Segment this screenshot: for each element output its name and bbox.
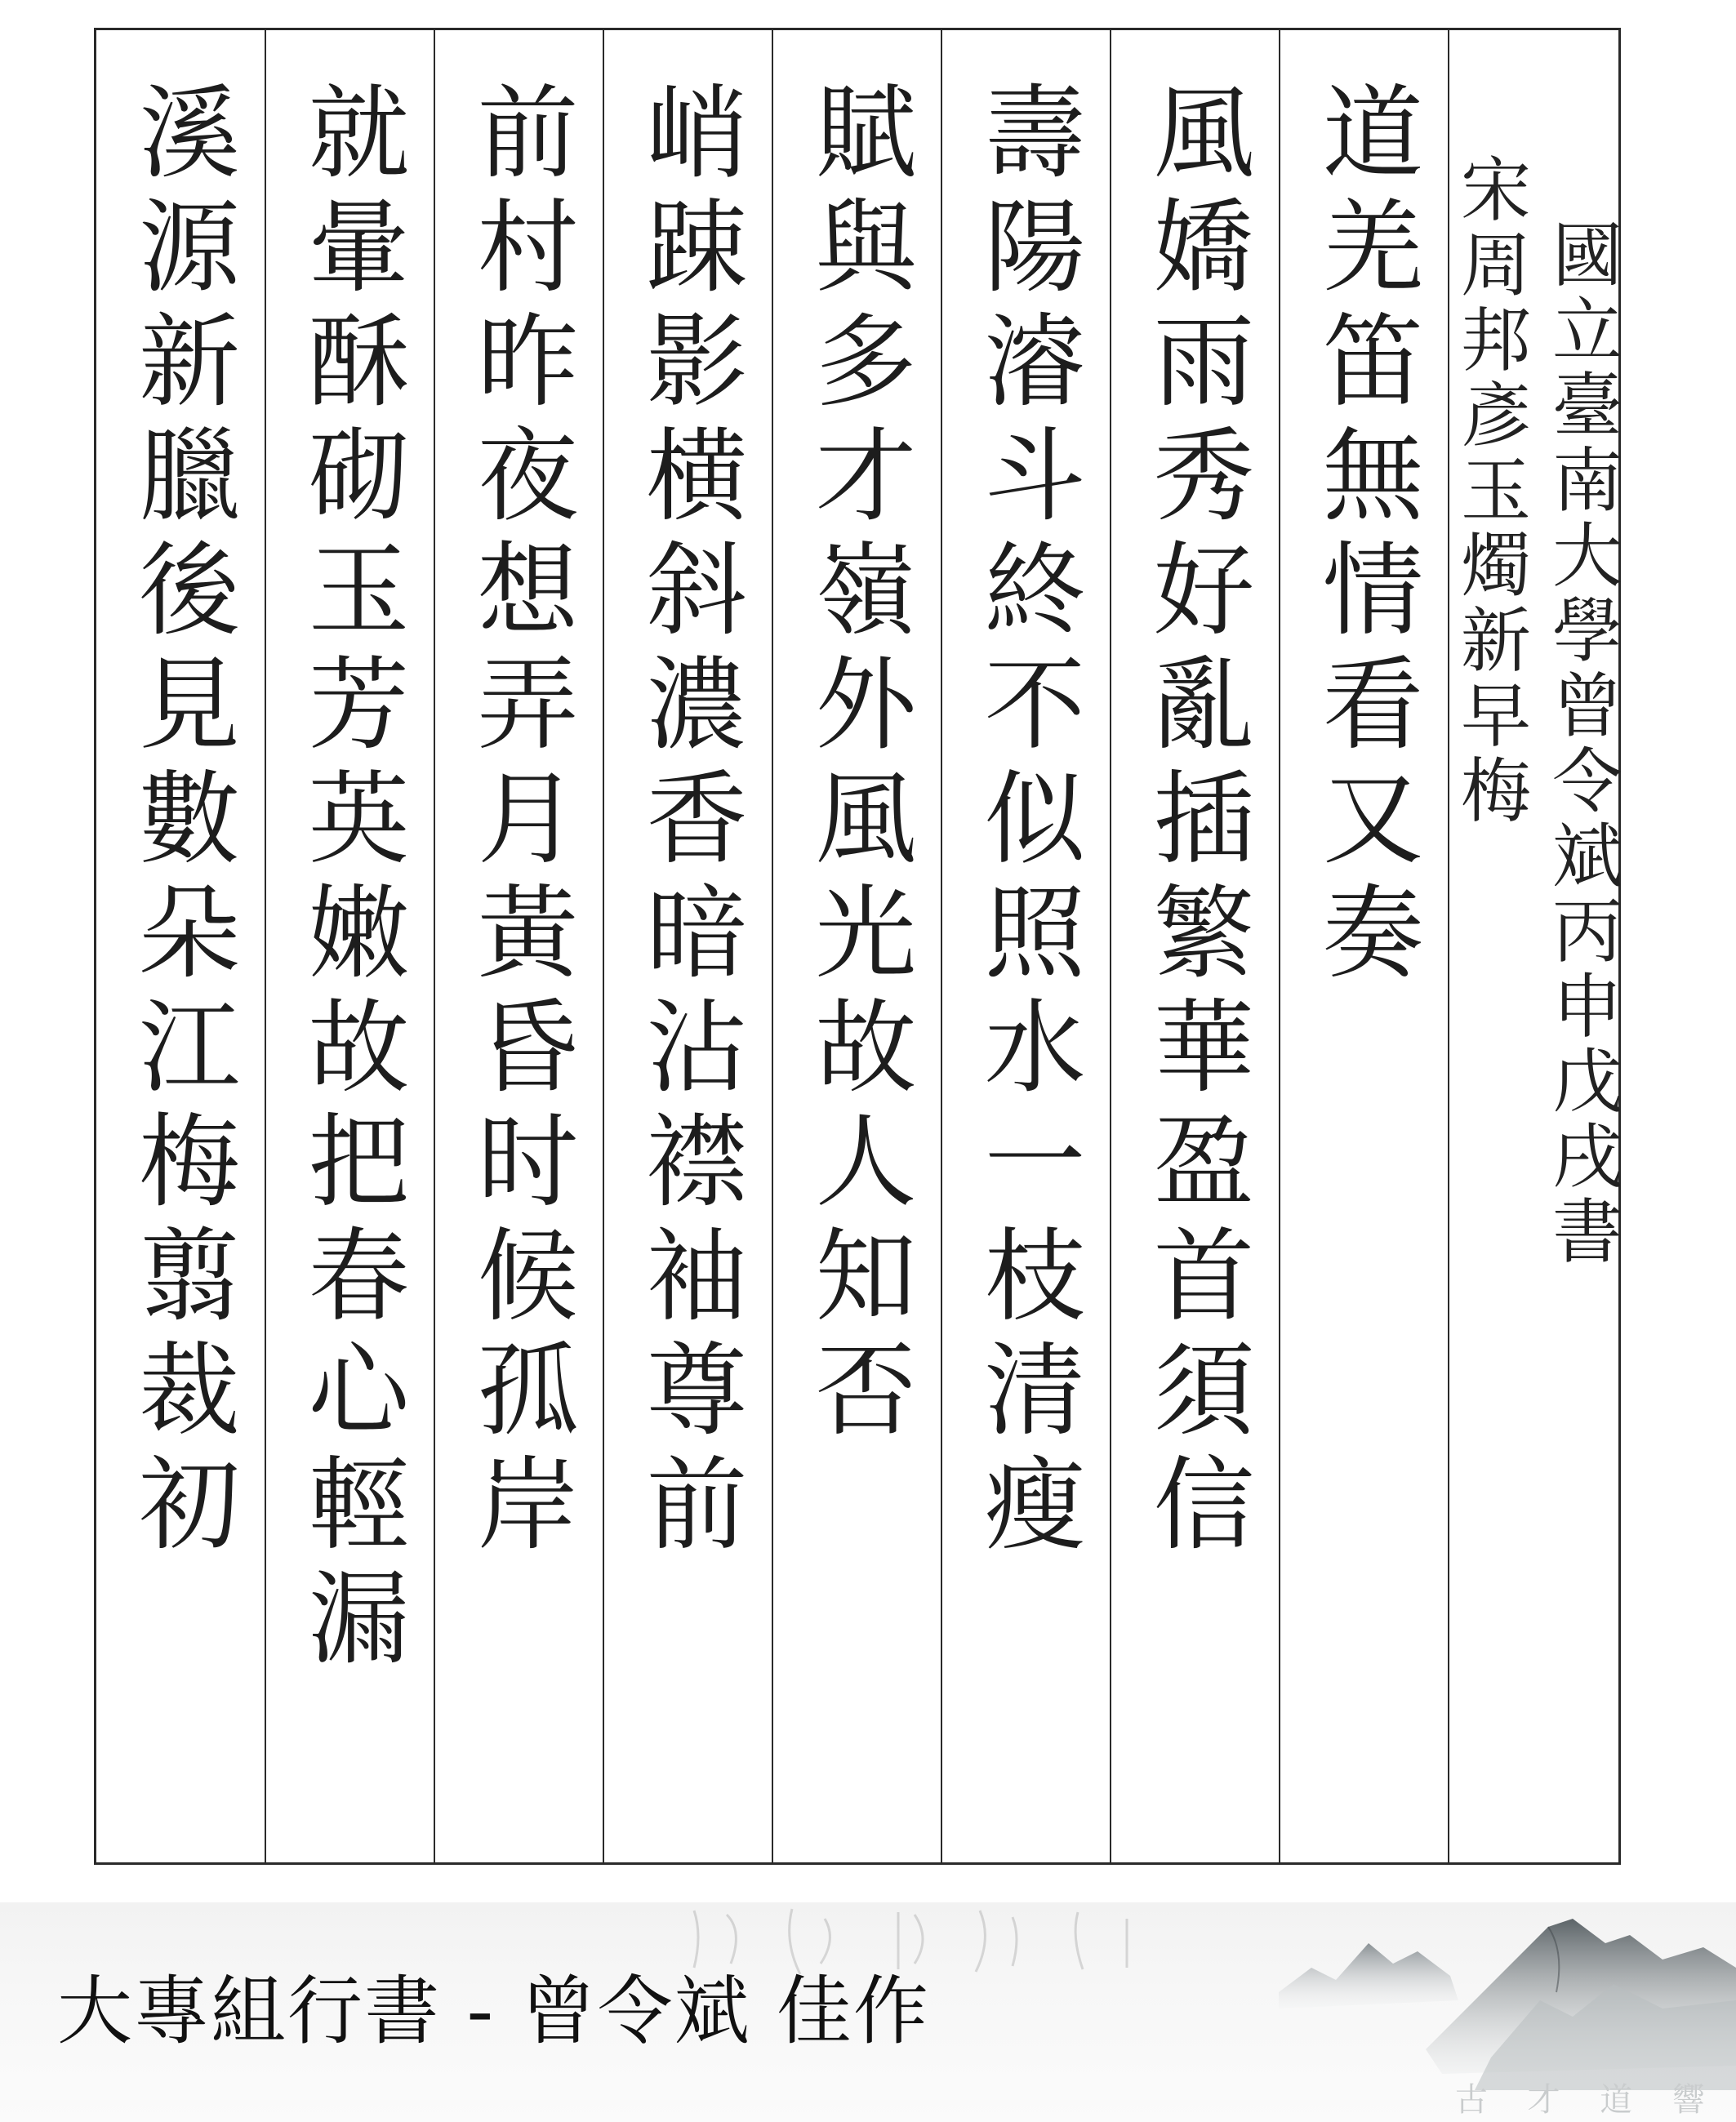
watermark-text: 古 才 道 響 (1454, 2081, 1720, 2119)
text-column-2 (1110, 30, 1279, 1862)
text-column-5 (603, 30, 772, 1862)
text-column-7 (265, 30, 434, 1862)
column-text: 壽陽𣿰斗終不似照水一枝清瘦 (967, 79, 1085, 1565)
column-text: 溪源新臘後見數朵江梅翦裁初 (122, 79, 239, 1565)
calligraphy-sheet (94, 28, 1621, 1865)
text-column-8 (96, 30, 265, 1862)
caption-banner (0, 1902, 1736, 2122)
colophon-line-1: 宋周邦彥玉燭新早梅 (1449, 153, 1530, 829)
artwork-caption: 大專組行書 - 曾令斌 佳作 (57, 1968, 930, 2055)
text-column-6 (434, 30, 603, 1862)
ink-mountain-landscape (1279, 1902, 1736, 2122)
colophon-line-2: 國立臺南大學曾令斌丙申戊戌書 (1540, 218, 1622, 1270)
text-column-4 (772, 30, 941, 1862)
column-text: 賦與多才嶺外風光故人知否 (798, 79, 916, 1451)
text-column-1 (1279, 30, 1448, 1862)
text-column-3 (941, 30, 1110, 1862)
column-text: 風嬌雨秀好亂插繁華盈首須信 (1136, 79, 1254, 1565)
column-text: 道羌笛無情看又奏 (1305, 79, 1423, 994)
colophon-column (1448, 30, 1621, 1862)
column-text: 就暈酥砌玉芳英嫩故把春心輕漏 (291, 79, 409, 1679)
column-text: 前村昨夜想弄月黃昏时候孤岸 (460, 79, 578, 1565)
column-text: 峭踈影横斜濃香暗沾襟袖尊前 (629, 79, 747, 1565)
